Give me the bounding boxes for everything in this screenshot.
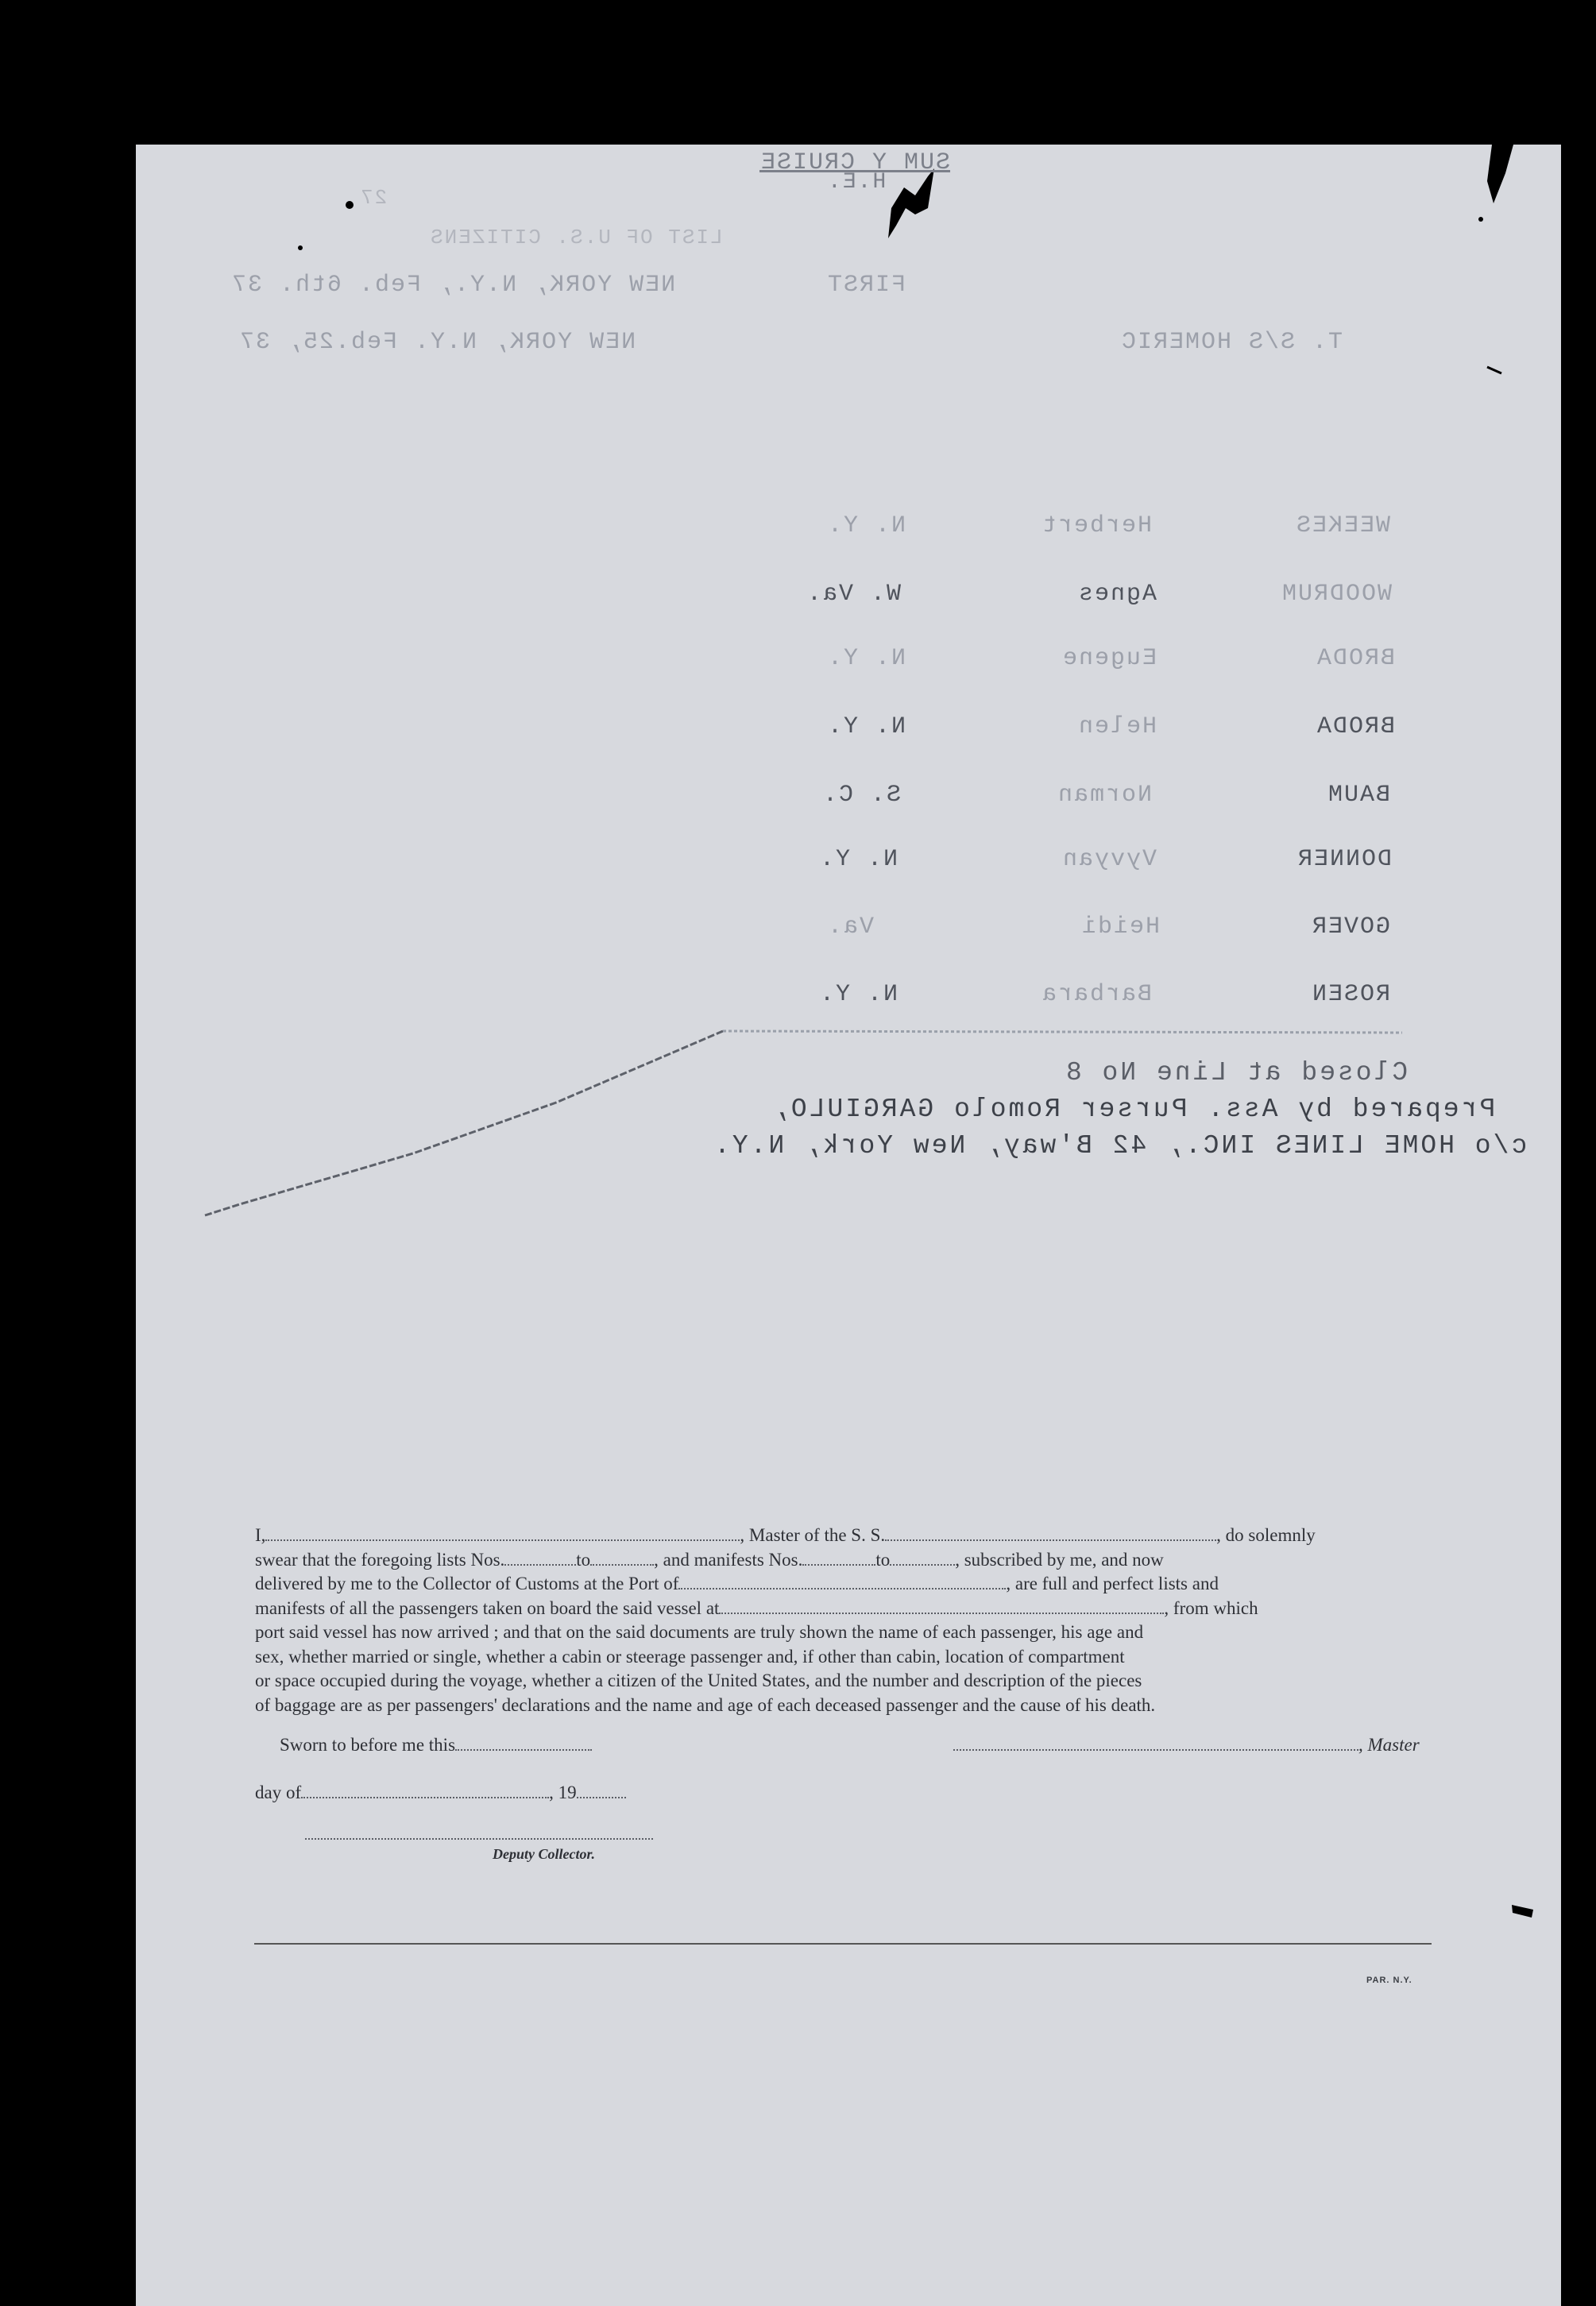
footer-rule <box>254 1943 1432 1945</box>
master-signature-line <box>953 1735 1420 1756</box>
sworn-before-line <box>280 1735 592 1756</box>
deputy-collector-label: Deputy Collector. <box>493 1846 595 1862</box>
blank-origin-port <box>719 1601 1164 1614</box>
blank-sworn-day <box>455 1738 592 1751</box>
passenger-given-name: Herbert <box>1041 512 1153 539</box>
oath-text: , subscribed by me, and now <box>955 1549 1164 1570</box>
oath-line-5: port said vessel has now arrived ; and that on the said documents are truly shown the name of each passenger, his age and <box>255 1622 1144 1642</box>
passenger-surname: BRODA <box>1316 713 1396 740</box>
blank-manifest-to <box>890 1553 955 1566</box>
header-stamp-line2: H.E. <box>826 170 887 195</box>
oath-text: , do solemnly <box>1216 1525 1316 1545</box>
passenger-surname: DONNER <box>1297 846 1393 873</box>
oath-line-2 <box>255 1548 1441 1573</box>
oath-line-4 <box>255 1597 1441 1621</box>
blank-vessel-name <box>885 1528 1216 1541</box>
passenger-residence: N. Y. <box>826 645 906 672</box>
day-of-line <box>255 1783 626 1803</box>
passenger-given-name: Norman <box>1057 782 1153 809</box>
passenger-class: FIRST <box>826 272 906 299</box>
closing-notes <box>712 1055 1527 1165</box>
closed-line-note: Closed at Line No 8 <box>1063 1058 1409 1087</box>
day-of-label: day of <box>255 1783 302 1802</box>
passenger-surname: BAUM <box>1327 782 1391 809</box>
blank-manifest-from <box>802 1553 875 1566</box>
blank-master-signature <box>953 1738 1358 1751</box>
oath-line-3 <box>255 1572 1441 1597</box>
oath-line-6: sex, whether married or single, whether a cabin or steerage passenger and, if other than cabin, location of compartment <box>255 1646 1125 1667</box>
oath-line-1 <box>255 1524 1441 1548</box>
blank-month <box>301 1786 549 1798</box>
oath-text: , are full and perfect lists and <box>1006 1574 1219 1593</box>
oath-text: delivered by me to the Collector of Customs at the Port of <box>255 1574 679 1593</box>
passenger-residence: N. Y. <box>818 981 898 1008</box>
blank-port <box>678 1577 1006 1589</box>
blank-master-name <box>265 1528 740 1541</box>
header-stamp-line1: SUM Y CRUISE <box>759 149 951 176</box>
passenger-residence: N. Y. <box>826 713 906 740</box>
passenger-residence: S. C. <box>821 782 902 809</box>
page-number: 27 <box>359 186 388 210</box>
list-title: LIST OF U.S. CITIZENS <box>429 226 723 249</box>
master-label: , Master <box>1358 1735 1420 1755</box>
passenger-residence: W. Va. <box>806 581 902 608</box>
passenger-surname: WOODRUM <box>1281 581 1393 608</box>
printer-mark: PAR. N.Y. <box>1366 1976 1412 1985</box>
oath-text: swear that the foregoing lists Nos. <box>255 1549 505 1570</box>
passenger-residence: N. Y. <box>826 512 906 539</box>
sworn-label: Sworn to before me this <box>280 1735 456 1755</box>
oath-text: to <box>875 1549 891 1570</box>
deputy-signature-line <box>305 1824 653 1844</box>
passenger-surname: BRODA <box>1316 645 1396 672</box>
passenger-residence: N. Y. <box>818 846 898 873</box>
oath-text: , from which <box>1164 1597 1258 1618</box>
oath-line-8: of baggage are as per passengers' declarations and the name and age of each deceased passenger and the cause of his death. <box>255 1694 1156 1715</box>
address-note: c/o HOME LINES INC., 42 B'way, New York, N.Y. <box>712 1131 1528 1161</box>
blank-deputy-signature <box>305 1827 653 1840</box>
vessel-name: T. S/S HOMERIC <box>1120 329 1343 356</box>
oath-line-7: or space occupied during the voyage, whether a citizen of the United States, and the number and description of the pieces <box>255 1671 1142 1690</box>
master-oath <box>255 1524 1441 1717</box>
oath-text: manifests of all the passengers taken on board the said vessel at <box>255 1597 720 1618</box>
blank-year <box>577 1786 626 1798</box>
passenger-given-name: Helen <box>1077 713 1157 740</box>
passenger-given-name: Barbara <box>1041 981 1153 1008</box>
prepared-by-note: Prepared by Ass. Purser Romolo GARGIULO, <box>771 1095 1496 1124</box>
oath-text: to <box>576 1549 591 1570</box>
blank-list-from <box>504 1553 576 1566</box>
passenger-residence: Va. <box>826 914 875 941</box>
passenger-surname: WEEKES <box>1295 512 1391 539</box>
oath-text: , Master of the S. S. <box>740 1525 886 1545</box>
passenger-surname: GOVER <box>1311 914 1391 941</box>
oath-text: , and manifests Nos. <box>654 1549 803 1570</box>
passenger-given-name: Eugene <box>1061 645 1157 672</box>
passenger-given-name: Agnes <box>1077 581 1157 608</box>
departure-info: NEW YORK, N.Y., Feb. 6th. 37 <box>230 272 676 299</box>
passenger-given-name: Vyvyan <box>1061 846 1157 873</box>
arrival-info: NEW YORK, N.Y. Feb.25, 37 <box>238 329 636 356</box>
year-label: , 19 <box>549 1783 577 1802</box>
oath-text: I, <box>255 1525 266 1545</box>
passenger-surname: ROSEN <box>1311 981 1391 1008</box>
blank-list-to <box>590 1553 654 1566</box>
passenger-given-name: Heidi <box>1080 914 1161 941</box>
